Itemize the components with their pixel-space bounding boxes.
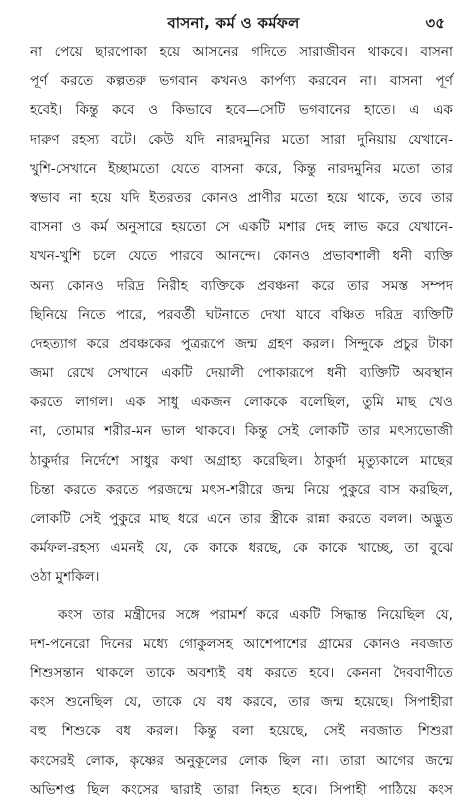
text-line: ঠাকুর্দার নির্দেশে সাধুর কথা অগ্রাহ্য করেছিল। ঠাকুর্দা মৃত্যুকালে মাছের bbox=[30, 452, 453, 469]
paragraph bbox=[0, 601, 467, 805]
text-line: লোকটি সেই পুকুরে মাছ ধরে এনে তার স্ত্রীকে রান্না করতে বলল। অদ্ভুত bbox=[30, 511, 453, 527]
text-line: জমা রেখে সেখানে একটি দেয়ালী পোকারূপে ধনী ব্যক্তিটি অবস্থান bbox=[30, 365, 453, 382]
text-line: কংস শুনেছিল যে, তাকে যে বধ করবে, তার জন্ম হয়েছে। সিপাহীরা bbox=[30, 694, 453, 711]
text-line: স্বভাব না হয়ে যদি ইতরতর কোনও প্রাণীর মতো হয়ে থাকে, তবে তার bbox=[30, 189, 453, 206]
text-line: না, তোমার শরীর-মন ভাল থাকবে। কিন্তু সেই লোকটি তার মৎস্যভোজী bbox=[30, 423, 453, 440]
text-line: শিশুসন্তান থাকলে তাকে অবশ্যই বধ করতে হবে। কেননা দৈববাণীতে bbox=[30, 664, 453, 681]
text-line: ওঠা মুশকিল। bbox=[30, 569, 100, 586]
text-line: করতে লাগল। এক সাধু একজন লোককে বলেছিল, তুমি মাছ খেও bbox=[30, 394, 453, 411]
text-line: যখন-খুশি চলে যেতে পারবে আনন্দে। কোনও প্রভাবশালী ধনী ব্যক্তি bbox=[30, 248, 453, 265]
text-line: ছিনিয়ে নিতে পারে, পরবর্তী ঘটনাতে দেখা যাবে বঞ্চিত দরিদ্র ব্যক্তিটি bbox=[30, 306, 453, 323]
text-line: অন্য কোনও দরিদ্র নিরীহ ব্যক্তিকে প্রবঞ্চনা করে তার সমস্ত সম্পদ bbox=[30, 277, 453, 294]
text-line: হবেই। কিন্তু কবে ও কিভাবে হবে—সেটি ভগবানের হাতে। এ এক bbox=[30, 102, 453, 119]
text-line: খুশি-সেখানে ইচ্ছামতো যেতে বাসনা করে, কিন্তু নারদমুনির মতো তার bbox=[30, 160, 453, 177]
text-line: না পেয়ে ছারপোকা হয়ে আসনের গদিতে সারাজীবন থাকবে। বাসনা bbox=[30, 44, 453, 60]
text-line: কংসেরই লোক, কৃষ্ণের অনুকূলের লোক ছিল না। তারা আগের জন্মে bbox=[30, 752, 453, 769]
text-line: চিন্তা করতে করতে পরজন্মে মৎস-শরীরে জন্ম নিয়ে পুকুরে বাস করছিল, bbox=[30, 481, 453, 498]
running-title: বাসনা, কর্ম ও কর্মফল bbox=[167, 14, 300, 32]
page-header bbox=[0, 10, 467, 36]
paragraph bbox=[0, 38, 467, 593]
text-line: দারুণ রহস্য বটে। কেউ যদি নারদমুনির মতো সারা দুনিয়ায় যেখানে- bbox=[30, 131, 453, 148]
text-line: বহু শিশুকে বধ করল। কিন্তু বলা হয়েছে, সেই নবজাত শিশুরা bbox=[30, 723, 453, 740]
text-line: বাসনা ও কর্ম অনুসারে হয়তো সে একটি মশার দেহ লাভ করে যেখানে- bbox=[30, 219, 453, 236]
text-line: দেহত্যাগ করে প্রবঞ্চকের পুত্ররূপে জন্ম গ্রহণ করল। সিন্দুকে প্রচুর টাকা bbox=[30, 335, 453, 352]
page-number: ৩৫ bbox=[425, 14, 445, 32]
text-line: দশ-পনেরো দিনের মধ্যে গোকুলসহ আশেপাশের গ্রামের কোনও নবজাত bbox=[30, 635, 453, 652]
text-line: কর্মফল-রহস্য এমনই যে, কে কাকে ধরছে, কে কাকে খাচ্ছে, তা বুঝে bbox=[30, 540, 453, 557]
text-line: পূর্ণ করতে কল্পতরু ভগবান কখনও কার্পণ্য করবেন না। বাসনা পূর্ণ bbox=[30, 73, 453, 90]
body-text bbox=[0, 38, 467, 805]
text-line: কংস তার মন্ত্রীদের সঙ্গে পরামর্শ করে একটি সিদ্ধান্ত নিয়েছিল যে, bbox=[58, 606, 453, 623]
paragraph-gap bbox=[0, 593, 467, 601]
text-line: অভিশপ্ত ছিল কংসের দ্বারাই তারা নিহত হবে। সিপাহী পাঠিয়ে কংস bbox=[30, 781, 453, 798]
